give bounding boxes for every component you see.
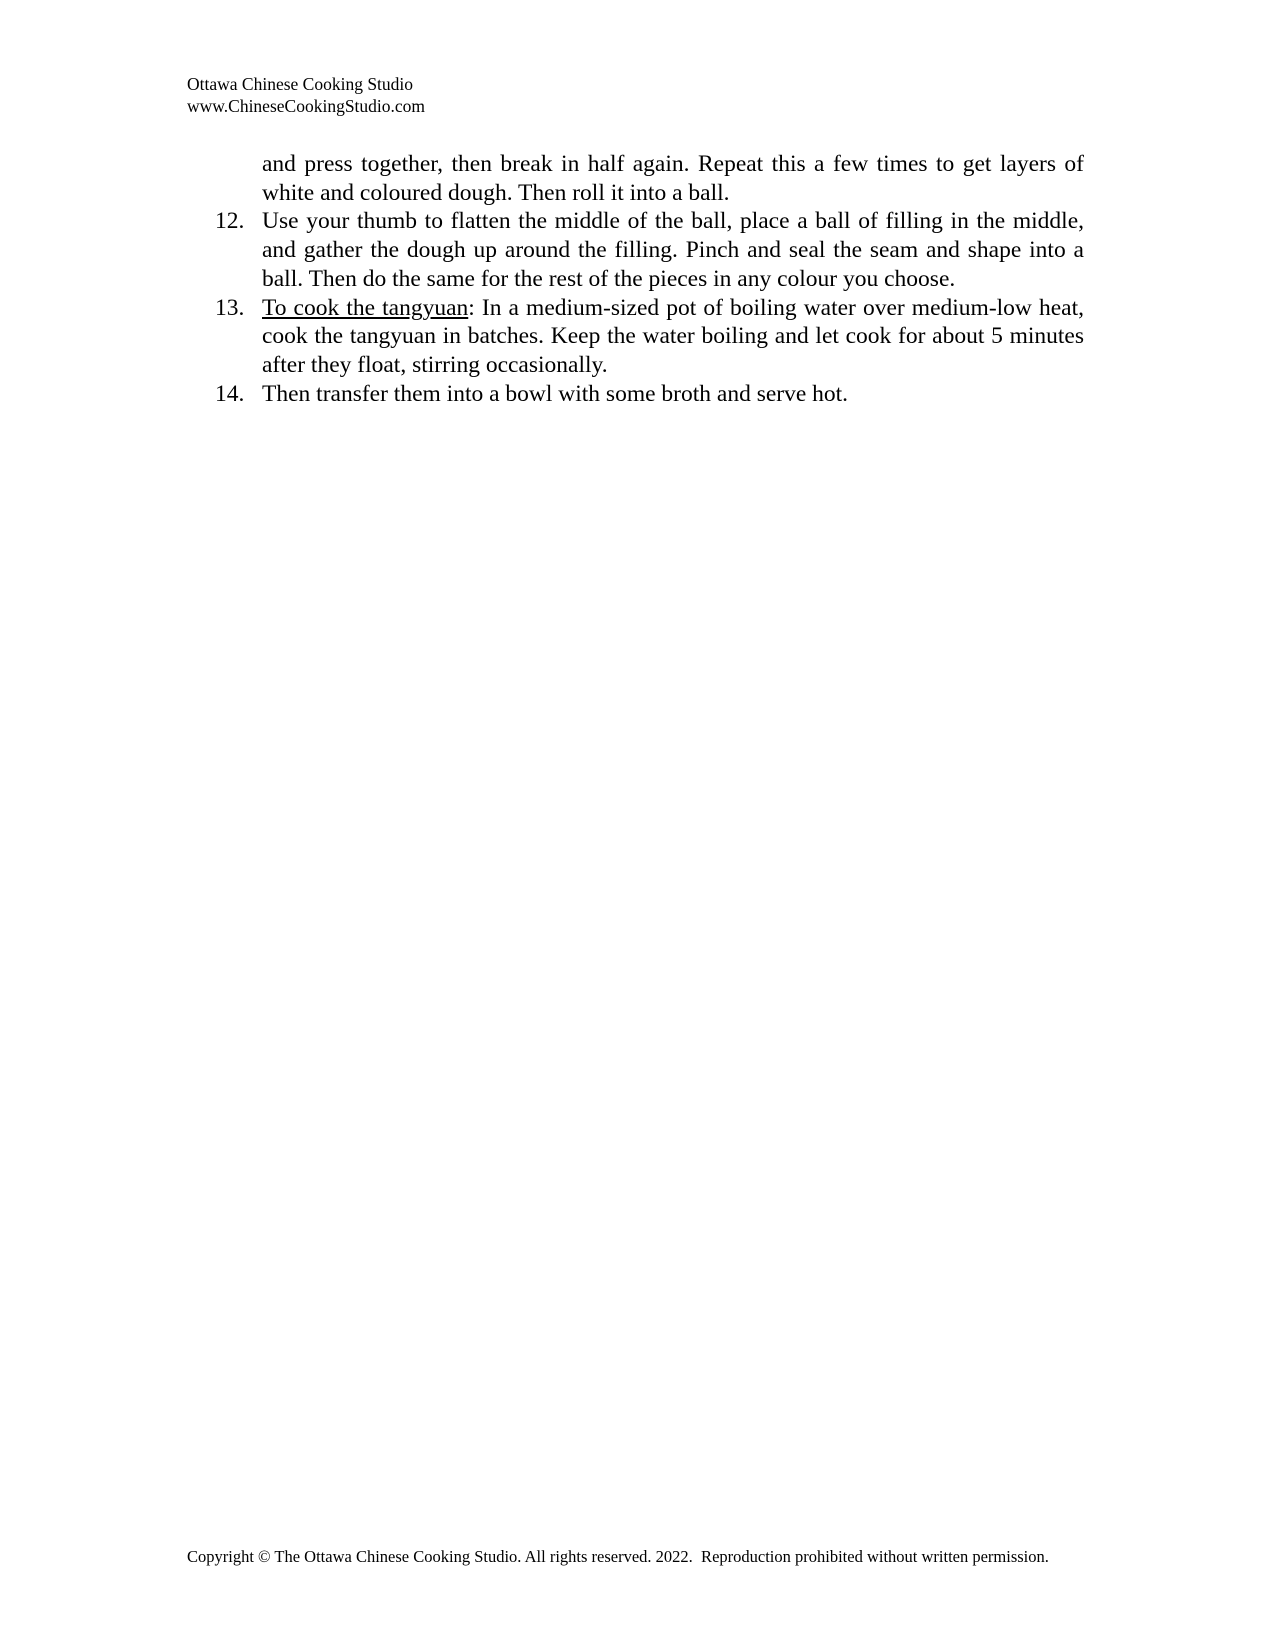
copyright-footer: Copyright © The Ottawa Chinese Cooking Studio. All rights reserved. 2022. Reproduction prohibited without written permission. xyxy=(187,1547,1049,1566)
step-number: 14. xyxy=(215,380,245,407)
list-item xyxy=(215,150,1084,207)
header-org-name: Ottawa Chinese Cooking Studio xyxy=(187,74,414,94)
header-website: www.ChineseCookingStudio.com xyxy=(187,96,426,116)
list-item xyxy=(215,294,1084,380)
list-item xyxy=(215,380,1084,409)
step-number: 13. xyxy=(215,294,245,321)
step-text xyxy=(262,294,1084,380)
instructions-list xyxy=(215,150,1084,408)
page-header xyxy=(187,73,425,117)
step-continuation-text: and press together, then break in half again. Repeat this a few times to get layers of white and coloured dough. Then roll it into a ball. xyxy=(262,151,1084,206)
list-item xyxy=(215,207,1084,293)
step-number: 12. xyxy=(215,208,245,235)
step-subheading: To cook the tangyuan xyxy=(262,294,469,321)
step-text: Then transfer them into a bowl with some broth and serve hot. xyxy=(262,380,849,407)
step-text: Use your thumb to flatten the middle of the ball, place a ball of filling in the middle, and gather the dough up around the filling. Pinch and seal the seam and shape into a ball. Then do the same for the rest of the pieces in any colour you choose. xyxy=(262,208,1084,292)
step-text-body: : In a medium-sized pot of boiling water over medium-low heat, cook the tangyuan in batches. Keep the water boiling and let cook for about 5 minutes after they float, stirring occasionally. xyxy=(262,294,1084,378)
